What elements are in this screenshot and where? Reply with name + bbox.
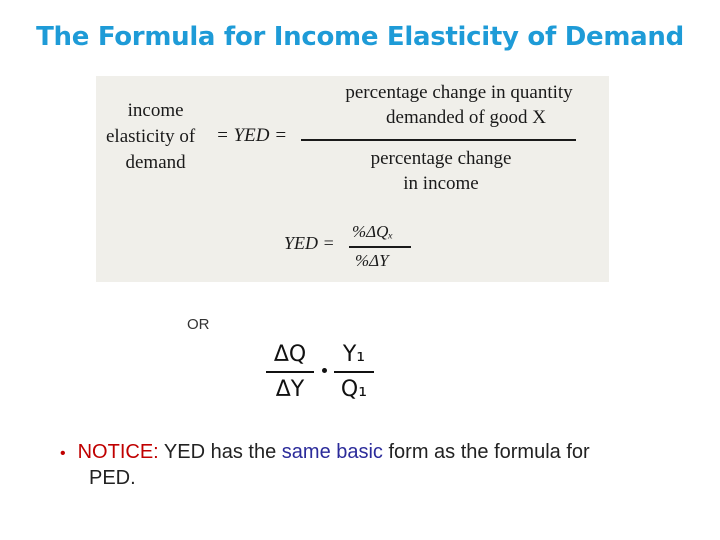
yed-word-label: [106, 98, 195, 176]
notice-highlight: same basic: [281, 441, 383, 463]
verbal-numerator: percentage change in quantity demanded of good X: [345, 82, 573, 128]
delta-fraction: [266, 340, 314, 405]
ratio-fraction-bar: [334, 371, 374, 373]
or-label: OR: [187, 316, 210, 333]
verbal-fraction-bar: [301, 139, 576, 141]
notice-label: NOTICE:: [77, 441, 159, 463]
delta-q: ΔQ: [273, 342, 307, 367]
notice-text-before: YED has the: [158, 441, 282, 463]
demand-word: demand: [125, 152, 186, 173]
verbal-denominator: percentage change in income: [370, 148, 512, 194]
yed-equals: = YED =: [216, 125, 288, 146]
delta-y: ΔY: [275, 377, 305, 402]
notice-continuation: PED.: [89, 467, 136, 489]
short-yed-lhs: YED =: [284, 233, 335, 253]
short-numerator: %ΔQₓ: [352, 222, 394, 241]
multiply-dot: [322, 368, 327, 373]
q1: Q₁: [340, 377, 368, 402]
ratio-fraction: [334, 340, 374, 405]
slide-title: The Formula for Income Elasticity of Demand: [36, 22, 684, 52]
notice-text-after: form as the formula for: [382, 441, 590, 463]
elasticity-of-word: elasticity of: [106, 126, 196, 147]
y1: Y₁: [342, 342, 366, 367]
bullet-marker: •: [60, 445, 66, 462]
income-word: income: [127, 100, 184, 121]
notice-bullet: [60, 439, 700, 467]
textbook-formula-image: [96, 76, 609, 282]
delta-fraction-bar: [266, 371, 314, 373]
short-fraction-bar: [349, 246, 411, 248]
short-denominator: %ΔY: [355, 251, 389, 270]
